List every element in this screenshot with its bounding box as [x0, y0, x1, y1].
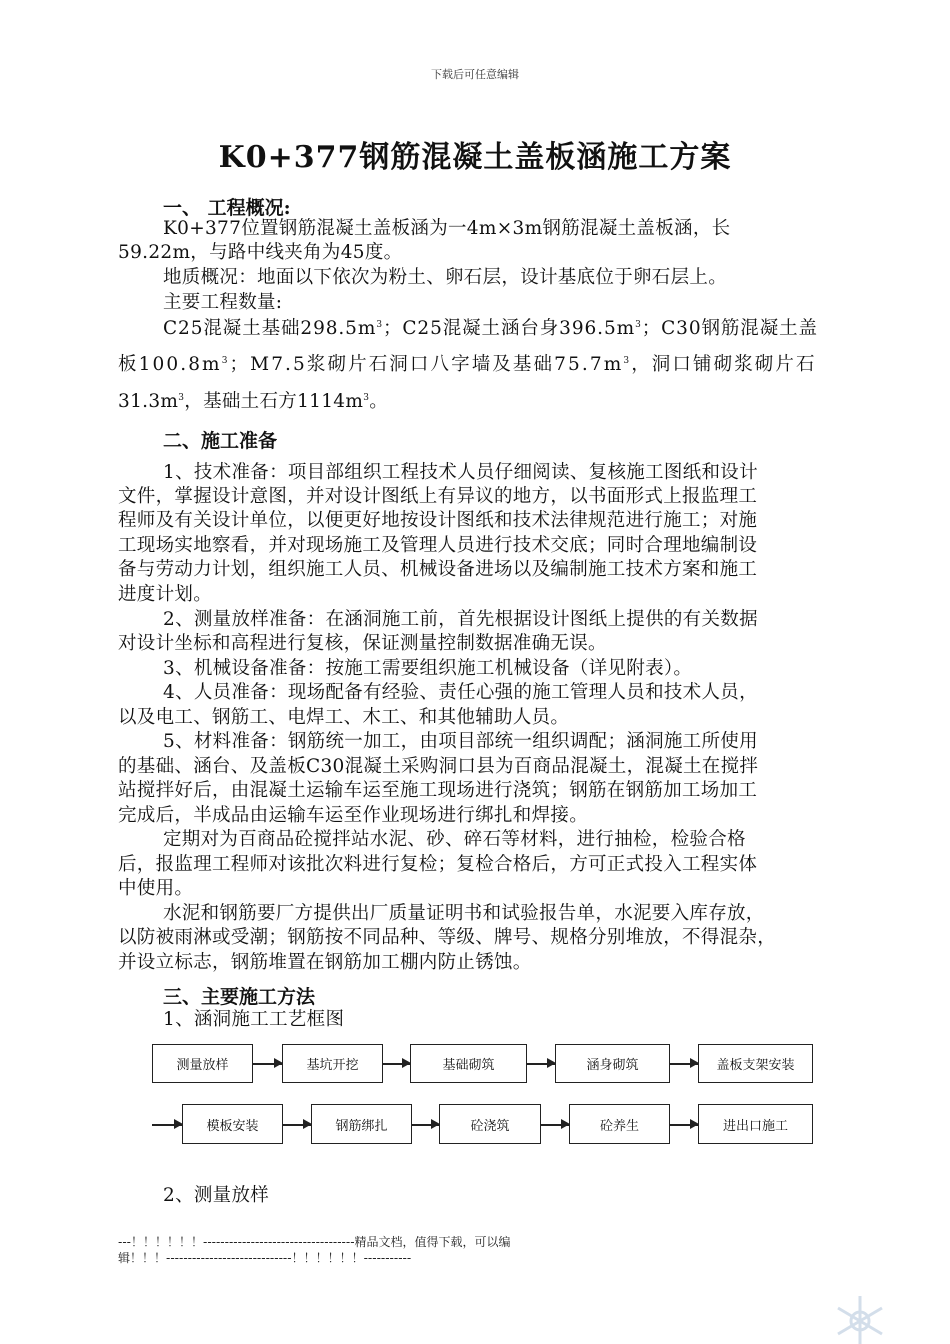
paragraph-line: 后，报监理工程师对该批次料进行复检；复检合格后，方可正式投入工程实体: [118, 854, 758, 875]
flow-step-label: 进出口施工: [722, 1118, 788, 1134]
qty-text: ，洞口铺砌浆砌片石: [631, 354, 817, 375]
superscript: 3: [363, 392, 370, 403]
arrow-right-icon: [670, 1124, 698, 1126]
paragraph-line: 4、人员准备：现场配备有经验、责任心强的施工管理人员和技术人员，: [163, 682, 758, 703]
paragraph-line: 2、测量放样准备：在涵洞施工前，首先根据设计图纸上提供的有关数据: [163, 609, 758, 630]
qty-text: ；C30钢筋混凝土盖: [641, 318, 818, 339]
paragraph-line: 中使用。: [118, 878, 194, 899]
flow-step-label: 砼养生: [599, 1118, 639, 1134]
superscript: 3: [376, 319, 383, 330]
paragraph-line: 程师及有关设计单位，以便更好地按设计图纸和技术法律规范进行施工；对施: [118, 510, 758, 531]
paragraph-line: 工现场实地察看，并对现场施工及管理人员进行技术交底；同时合理地编制设: [118, 535, 758, 556]
superscript: 3: [635, 319, 642, 330]
flow-step-foundation: [410, 1044, 527, 1083]
flow-step-label: 基础砌筑: [442, 1058, 495, 1073]
paragraph-line: 以防被雨淋或受潮；钢筋按不同品种、等级、牌号、规格分别堆放，不得混杂，: [118, 927, 777, 948]
flow-step-culvert-body: [555, 1044, 670, 1083]
paragraph-line: 3、机械设备准备：按施工需要组织施工机械设备（详见附表）。: [163, 658, 693, 679]
section-2-heading: 二、施工准备: [163, 430, 278, 452]
flow-step-rebar-binding: [311, 1104, 412, 1144]
paragraph-line: 并设立标志，钢筋堆置在钢筋加工棚内防止锈蚀。: [118, 952, 532, 973]
flow-step-inlet-outlet: [698, 1104, 813, 1144]
quantity-line-1: [163, 317, 818, 340]
qty-text: C25混凝土基础298.5m: [163, 318, 377, 339]
footer-line: ---！！！！！！-----------------------------------精品文档，值得下载，可以编: [118, 1235, 511, 1249]
page-title: K0+377钢筋混凝土盖板涵施工方案: [218, 140, 732, 175]
paragraph-line: 对设计坐标和高程进行复核，保证测量控制数据准确无误。: [118, 633, 607, 654]
qty-text: ；M7.5浆砌片石洞口八字墙及基础75.7m: [229, 354, 624, 375]
flow-step-label: 涵身砌筑: [586, 1058, 639, 1073]
qty-text: ，基础土石方1114m: [184, 391, 364, 412]
arrow-right-icon: [412, 1124, 439, 1126]
flow-step-label: 钢筋绑扎: [335, 1118, 388, 1134]
paragraph-line: 定期对为百商品砼搅拌站水泥、砂、碎石等材料，进行抽检，检验合格: [163, 829, 746, 850]
paragraph-line: 59.22m，与路中线夹角为45度。: [118, 242, 403, 263]
snowflake-watermark-icon: [828, 1290, 892, 1344]
arrow-right-icon: [152, 1124, 182, 1126]
arrow-right-icon: [283, 1124, 311, 1126]
flow-step-survey: [152, 1044, 253, 1083]
subsection-2-heading: 2、测量放样: [163, 1185, 270, 1206]
header-note: 下载后可任意编辑: [431, 68, 519, 81]
paragraph-line: 备与劳动力计划，组织施工人员、机械设备进场以及编制施工技术方案和施工: [118, 559, 758, 580]
footer-line: 辑！！！-----------------------------！！！！！！-----------: [118, 1251, 412, 1265]
paragraph-line: 文件，掌握设计意图，并对设计图纸上有异议的地方，以书面形式上报监理工: [118, 486, 758, 507]
flow-step-pouring: [439, 1104, 541, 1144]
flow-step-label: 模板安装: [206, 1118, 259, 1134]
arrow-right-icon: [670, 1063, 698, 1065]
qty-text: 31.3m: [118, 391, 179, 412]
qty-text: 板100.8m: [118, 354, 222, 375]
subsection-1-heading: 1、涵洞施工工艺框图: [163, 1009, 345, 1030]
paragraph-line: 完成后，半成品由运输车运至作业现场进行绑扎和焊接。: [118, 805, 589, 826]
arrow-right-icon: [541, 1124, 569, 1126]
quantity-line-2: [118, 353, 817, 376]
arrow-right-icon: [527, 1063, 555, 1065]
paragraph-line: 5、材料准备：钢筋统一加工，由项目部统一组织调配；涵洞施工所使用: [163, 731, 758, 752]
paragraph-line: 站搅拌好后，由混凝土运输车运至施工现场进行浇筑；钢筋在钢筋加工场加工: [118, 780, 758, 801]
paragraph-line: 的基础、涵台、及盖板C30混凝土采购洞口县为百商品混凝土，混凝土在搅拌: [118, 756, 759, 777]
paragraph-line: 地质概况：地面以下依次为粉土、卵石层，设计基底位于卵石层上。: [163, 267, 728, 288]
paragraph-line: K0+377位置钢筋混凝土盖板涵为一4m×3m钢筋混凝土盖板涵，长: [163, 218, 731, 239]
qty-text: ；C25混凝土涵台身396.5m: [382, 318, 636, 339]
flow-step-curing: [569, 1104, 670, 1144]
section-1-heading: 一、 工程概况:: [163, 197, 291, 219]
arrow-right-icon: [383, 1063, 410, 1065]
qty-text: 。: [369, 391, 389, 412]
paragraph-line: 1、技术准备：项目部组织工程技术人员仔细阅读、复核施工图纸和设计: [163, 462, 758, 483]
flow-step-cover-support: [698, 1044, 813, 1083]
paragraph-line: 进度计划。: [118, 584, 213, 605]
flow-step-formwork: [182, 1104, 283, 1144]
flow-step-label: 测量放样: [176, 1058, 229, 1073]
flow-step-excavation: [282, 1044, 383, 1083]
superscript: 3: [221, 355, 230, 366]
section-3-heading: 三、主要施工方法: [163, 986, 316, 1008]
paragraph-line: 以及电工、钢筋工、电焊工、木工、和其他辅助人员。: [118, 707, 570, 728]
superscript: 3: [623, 355, 632, 366]
superscript: 3: [178, 392, 185, 403]
flow-step-label: 盖板支架安装: [716, 1058, 795, 1073]
flow-step-label: 基坑开挖: [306, 1058, 359, 1073]
flow-step-label: 砼浇筑: [470, 1118, 510, 1134]
quantity-line-3: [118, 390, 388, 413]
paragraph-line: 主要工程数量:: [163, 292, 283, 313]
paragraph-line: 水泥和钢筋要厂方提供出厂质量证明书和试验报告单，水泥要入库存放，: [163, 903, 765, 924]
arrow-right-icon: [253, 1063, 282, 1065]
